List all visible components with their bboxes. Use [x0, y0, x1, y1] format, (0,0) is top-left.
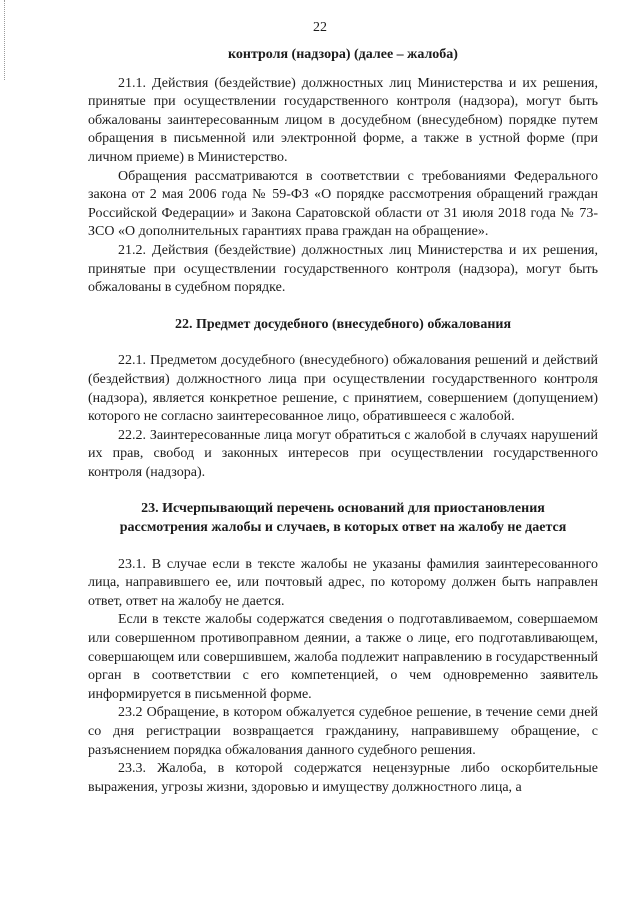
paragraph-22-2: 22.2. Заинтересованные лица могут обратиться с жалобой в случаях нарушений их прав, свобод и законных интересов при осуществлении государственного контроля (надзора). — [88, 427, 598, 480]
paragraph-21-1: 21.1. Действия (бездействие) должностных лиц Министерства и их решения, принятые при осуществлении государственного контроля (надзора), могут быть обжалованы заинтересованным лицом в досудебном (внесудебном) порядке путем обращения в письменной или электронной форме, а также в устной форме (при личном приеме) в Министерство. — [88, 75, 598, 165]
document-body — [88, 46, 598, 797]
section-23-title-line-1: 23. Исчерпывающий перечень оснований для приостановления — [141, 501, 545, 517]
section-23-title-line-2: рассмотрения жалобы и случаев, в которых ответ на жалобу не дается — [119, 520, 567, 536]
scan-edge-mark — [4, 0, 6, 80]
paragraph-22-1: 22.1. Предметом досудебного (внесудебного) обжалования решений и действий (бездействия) должностного лица при осуществлении государственного контроля (надзора), является конкретное решение, с принятием, совершением (допущением) которого не согласно заинтересованное лицо, обратившееся с жалобой. — [88, 353, 598, 425]
paragraph-21-2: 21.2. Действия (бездействие) должностных лиц Министерства и их решения, принятые при осуществлении государственного контроля (надзора), могут быть обжалованы в судебном порядке. — [88, 242, 598, 296]
page-number: 22 — [313, 20, 327, 35]
section-23-title — [88, 500, 598, 537]
paragraph-appeals-law: Обращения рассматриваются в соответствии с требованиями Федерального закона от 2 мая 2006 года № 59-ФЗ «О порядке рассмотрения обращений граждан Российской Федерации» и Закона Саратовской области от 31 июля 2018 года № 73-ЗСО «О дополнительных гарантиях права граждан на обращение». — [88, 168, 598, 240]
paragraph-23-2: 23.2 Обращение, в котором обжалуется судебное решение, в течение семи дней со дня регистрации возвращается гражданину, направившему обращение, с разъяснением порядка обжалования данного судебного решения. — [88, 705, 598, 758]
continued-heading: контроля (надзора) (далее – жалоба) — [228, 47, 458, 62]
paragraph-23-3: 23.3. Жалоба, в которой содержатся нецензурные либо оскорбительные выражения, угрозы жизни, здоровью и имуществу должностного лица, а — [88, 761, 598, 795]
paragraph-23-1-cont: Если в тексте жалобы содержатся сведения о подготавливаемом, совершаемом или совершенном противоправном деянии, а также о лице, его подготавливающем, совершающем или совершившем, жалоба подлежит направлению в государственный орган в соответствии с его компетенцией, о чем одновременно заявитель информируется в письменной форме. — [88, 612, 598, 702]
section-22-title: 22. Предмет досудебного (внесудебного) обжалования — [174, 316, 512, 332]
paragraph-23-1: 23.1. В случае если в тексте жалобы не указаны фамилия заинтересованного лица, направившего ее, или почтовый адрес, по которому должен быть направлен ответ, ответ на жалобу не дается. — [88, 556, 598, 609]
